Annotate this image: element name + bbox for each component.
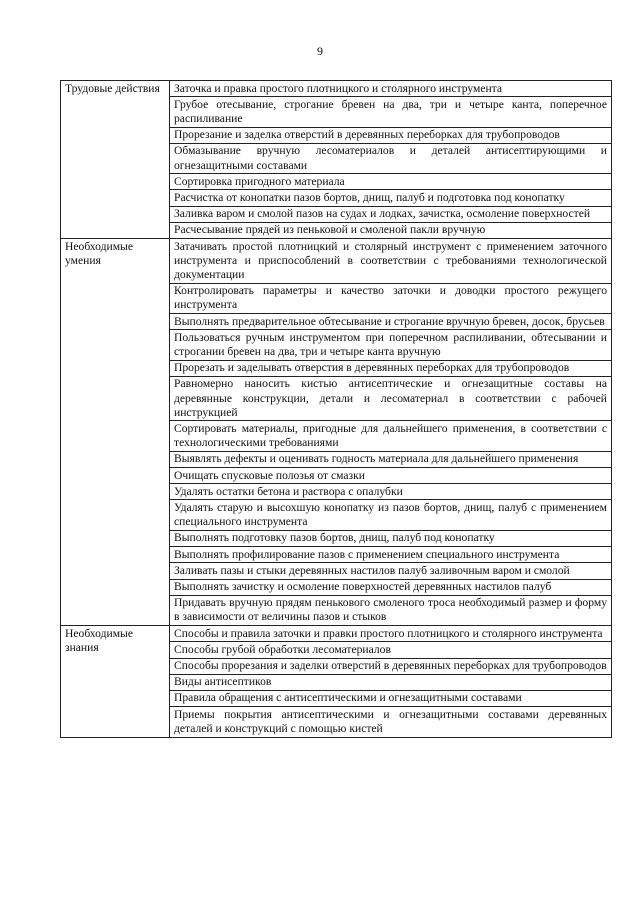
table-cell-item: Правила обращения с антисептическими и огнезащитными составами xyxy=(170,690,612,706)
table-cell-item: Заливать пазы и стыки деревянных настилов палуб заливочным варом и смолой xyxy=(170,563,612,579)
table-cell-item: Контролировать параметры и качество заточки и доводки простого режущего инструмента xyxy=(170,283,612,313)
table-row xyxy=(61,626,612,642)
table-cell-item: Обмазывание вручную лесоматериалов и деталей антисептирующими и огнезащитными составами xyxy=(170,143,612,173)
table-row xyxy=(61,81,612,97)
table-row xyxy=(61,239,612,284)
table-cell-item: Заточка и правка простого плотницкого и столярного инструмента xyxy=(170,81,612,97)
table-cell-item: Приемы покрытия антисептическими и огнезащитными составами деревянных деталей и конструкций с помощью кистей xyxy=(170,707,612,737)
table-cell-item: Грубое отесывание, строгание бревен на два, три и четыре канта, поперечное распиливание xyxy=(170,97,612,127)
table-cell-item: Прорезание и заделка отверстий в деревянных переборках для трубопроводов xyxy=(170,127,612,143)
section-label-labor-actions: Трудовые действия xyxy=(61,81,170,239)
table-cell-item: Способы грубой обработки лесоматериалов xyxy=(170,642,612,658)
table-cell-item: Сортировка пригодного материала xyxy=(170,174,612,190)
table-cell-item: Расчистка от конопатки пазов бортов, днищ, палуб и подготовка под конопатку xyxy=(170,190,612,206)
table-cell-item: Выполнять предварительное обтесывание и строгание вручную бревен, досок, брусьев xyxy=(170,314,612,330)
table-cell-item: Придавать вручную прядям пенькового смоленого троса необходимый размер и форму в зависимости от величины пазов и стыков xyxy=(170,595,612,625)
table-cell-item: Пользоваться ручным инструментом при поперечном распиливании, обтесывании и строгании бревен на два, три и четыре канта вручную xyxy=(170,330,612,360)
table-cell-item: Прорезать и заделывать отверстия в деревянных переборках для трубопроводов xyxy=(170,360,612,376)
table-cell-item: Выполнять зачистку и осмоление поверхностей деревянных настилов палуб xyxy=(170,579,612,595)
table-cell-item: Выполнять профилирование пазов с применением специального инструмента xyxy=(170,547,612,563)
table-cell-item: Виды антисептиков xyxy=(170,674,612,690)
table-cell-item: Заливка варом и смолой пазов на судах и лодках, зачистка, осмоление поверхностей xyxy=(170,206,612,222)
page-number: 9 xyxy=(317,44,323,58)
table-cell-item: Сортировать материалы, пригодные для дальнейшего применения, в соответствии с технологическими требованиями xyxy=(170,421,612,451)
table-cell-item: Очищать спусковые полозья от смазки xyxy=(170,468,612,484)
table-cell-item: Равномерно наносить кистью антисептические и огнезащитные составы на деревянные конструкции, детали и лесоматериал в соответствии с рабочей инструкцией xyxy=(170,376,612,421)
table-cell-item: Затачивать простой плотницкий и столярный инструмент с применением заточного инструмента и приспособлений в соответствии с требованиями технологической документации xyxy=(170,239,612,284)
table-cell-item: Способы прорезания и заделки отверстий в деревянных переборках для трубопроводов xyxy=(170,658,612,674)
requirements-table xyxy=(60,80,612,738)
table-cell-item: Выполнять подготовку пазов бортов, днищ, палуб под конопатку xyxy=(170,530,612,546)
section-label-required-knowledge: Необходимые знания xyxy=(61,626,170,737)
table-cell-item: Способы и правила заточки и правки простого плотницкого и столярного инструмента xyxy=(170,626,612,642)
section-label-required-skills: Необходимые умения xyxy=(61,239,170,626)
requirements-table-body xyxy=(61,81,612,738)
table-cell-item: Удалять остатки бетона и раствора с опалубки xyxy=(170,484,612,500)
table-cell-item: Расчесывание прядей из пеньковой и смоленой пакли вручную xyxy=(170,222,612,238)
table-cell-item: Выявлять дефекты и оценивать годность материала для дальнейшего применения xyxy=(170,451,612,467)
table-cell-item: Удалять старую и высохшую конопатку из пазов бортов, днищ, палуб с применением специального инструмента xyxy=(170,500,612,530)
